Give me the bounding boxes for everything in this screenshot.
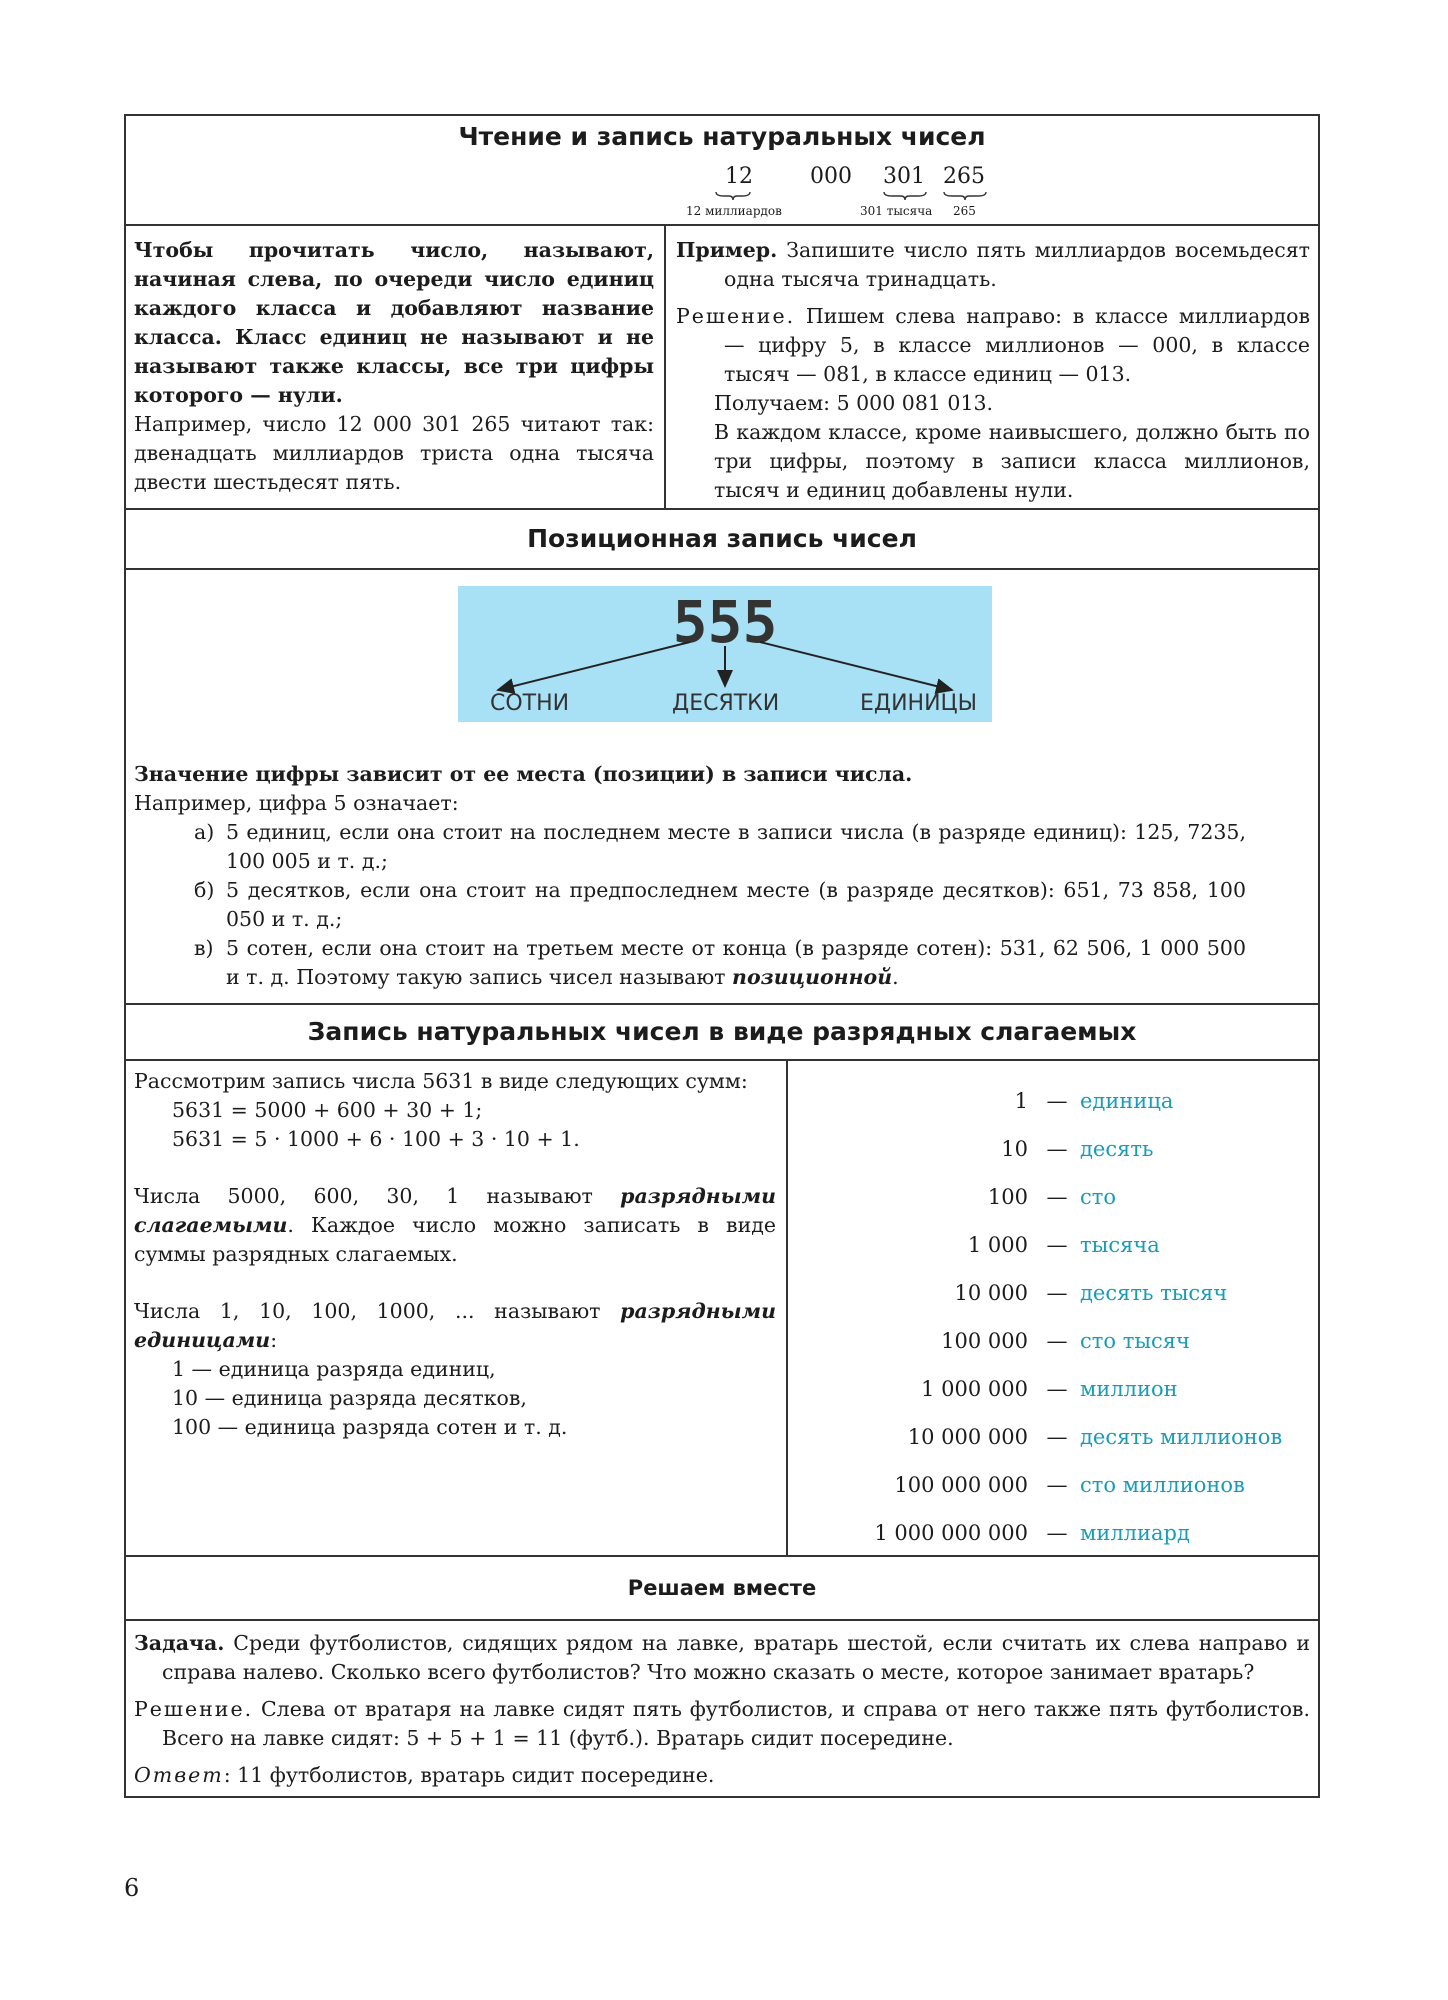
- unit-name: десять тысяч: [1080, 1281, 1228, 1305]
- unit-dash: —: [1046, 1473, 1068, 1497]
- table-row: [788, 1221, 1318, 1269]
- brace-units: [942, 191, 988, 201]
- group-thousands: 301: [883, 164, 925, 189]
- page-number: 6: [124, 1874, 140, 1902]
- group-units: 265: [943, 164, 985, 189]
- brace-thousands: [882, 191, 928, 201]
- reading-example-col: Пример. Запишите число пять миллиардов восемьдесят одна тысяча тринадцать. Решение. Пишем слева направо: в классе миллиардов — цифру 5, в классе миллионов — 000, в классе тысяч — 081, в классе единиц — 013. Получаем: 5 000 081 013. В каждом классе, кроме наивысшего, должно быть по три цифры, поэтому в записи класса миллионов, тысяч и единиц добавлены нули.: [676, 238, 1310, 502]
- unit-number: 1 000: [967, 1233, 1028, 1257]
- section-reading: [126, 116, 1318, 224]
- unit-name: сто тысяч: [1080, 1329, 1190, 1353]
- section-title: Запись натуральных чисел в виде разрядных слагаемых: [307, 1017, 1137, 1046]
- digit-units-table: [788, 1061, 1318, 1555]
- digit-terms-text: Рассмотрим запись числа 5631 в виде следующих сумм: 5631 = 5000 + 600 + 30 + 1; 5631 = 5 · 1000 + 6 · 100 + 3 · 10 + 1. Числа 5000, 600, 30, 1 называют разрядными слагаемыми. Каждое число можно записать в виде суммы разрядных слагаемых. Числа 1, 10, 100, 1000, ... называют разрядными единицами: 1 — единица разряда единиц, 10 — единица разряда десятков, 100 — единица разряда сотен и т. д.: [126, 1061, 788, 1555]
- positional-text: Значение цифры зависит от ее места (позиции) в записи числа. Например, цифра 5 означает: а) 5 единиц, если она стоит на последнем месте в записи числа (в разряде единиц): 125, 7235, 100 005 и т. д.; б) 5 десятков, если она стоит на предпоследнем месте (в разряде десятков): 651, 73 858, 100 050 и т. д.; в) 5 сотен, если она стоит на третьем месте от конца (в разряде сотен): 531, 62 506, 1 000 500 и т. д. Поэтому такую запись чисел называют позиционной.: [134, 760, 1284, 992]
- unit-dash: —: [1046, 1329, 1068, 1353]
- reading-rule-col: Чтобы прочитать число, называют, начиная слева, по очереди число единиц каждого класса и добавляют название класса. Класс единиц не называют и не называют также классы, все три цифры которого — нули. Например, число 12 000 301 265 читают так: двенадцать миллиардов триста одна тысяча двести шестьдесят пять.: [126, 226, 666, 508]
- unit-number: 10: [1001, 1137, 1028, 1161]
- label-ones: ЕДИНИЦЫ: [860, 691, 978, 716]
- reading-columns: [126, 226, 1318, 508]
- content-frame: [124, 114, 1320, 1798]
- unit-number: 100 000 000: [894, 1473, 1028, 1497]
- section-title: Чтение и запись натуральных чисел: [458, 122, 986, 151]
- table-row: [788, 1509, 1318, 1557]
- table-row: [788, 1125, 1318, 1173]
- unit-dash: —: [1046, 1185, 1068, 1209]
- unit-dash: —: [1046, 1425, 1068, 1449]
- list-item: в) 5 сотен, если она стоит на третьем месте от конца (в разряде сотен): 531, 62 506, 1 000 500 и т. д. Поэтому такую запись чисел называют позиционной.: [194, 936, 1246, 989]
- unit-number: 1: [1014, 1089, 1028, 1113]
- unit-number: 1 000 000: [921, 1377, 1028, 1401]
- label-units: 265: [953, 204, 976, 218]
- table-row: [788, 1317, 1318, 1365]
- unit-name: десять: [1080, 1137, 1154, 1161]
- section-positional: [126, 570, 1318, 1003]
- unit-dash: —: [1046, 1281, 1068, 1305]
- table-row: [788, 1365, 1318, 1413]
- table-row: [788, 1173, 1318, 1221]
- unit-name: миллиард: [1080, 1521, 1190, 1545]
- unit-number: 10 000: [954, 1281, 1028, 1305]
- table-row: [788, 1461, 1318, 1509]
- unit-name: сто: [1080, 1185, 1117, 1209]
- label-thousands: 301 тысяча: [860, 204, 933, 218]
- unit-dash: —: [1046, 1089, 1068, 1113]
- list-item: а) 5 единиц, если она стоит на последнем месте в записи числа (в разряде единиц): 125, 7235, 100 005 и т. д.;: [194, 820, 1246, 873]
- unit-number: 10 000 000: [907, 1425, 1028, 1449]
- label-billions: 12 миллиардов: [686, 204, 782, 218]
- unit-dash: —: [1046, 1137, 1068, 1161]
- unit-name: сто миллионов: [1080, 1473, 1245, 1497]
- digit-terms-columns: [126, 1061, 1318, 1555]
- group-billions: 12: [725, 164, 753, 189]
- unit-dash: —: [1046, 1377, 1068, 1401]
- brace-billions: [714, 191, 752, 201]
- section-title: Решаем вместе: [627, 1576, 817, 1600]
- unit-name: десять миллионов: [1080, 1425, 1283, 1449]
- table-row: [788, 1077, 1318, 1125]
- section-title: Позиционная запись чисел: [527, 524, 917, 553]
- unit-number: 1 000 000 000: [874, 1521, 1028, 1545]
- table-row: [788, 1413, 1318, 1461]
- unit-dash: —: [1046, 1233, 1068, 1257]
- label-tens: ДЕСЯТКИ: [672, 691, 780, 716]
- class-groups: [576, 164, 1056, 220]
- label-hundreds: СОТНИ: [490, 691, 570, 716]
- unit-number: 100 000: [941, 1329, 1028, 1353]
- list-item: б) 5 десятков, если она стоит на предпоследнем месте (в разряде десятков): 651, 73 858, 100 050 и т. д.;: [194, 878, 1246, 931]
- unit-name: единица: [1080, 1089, 1174, 1113]
- unit-dash: —: [1046, 1521, 1068, 1545]
- table-row: [788, 1269, 1318, 1317]
- unit-number: 100: [987, 1185, 1028, 1209]
- unit-name: тысяча: [1080, 1233, 1160, 1257]
- diagram-555: [458, 586, 992, 722]
- diagram-number: 555: [672, 588, 778, 656]
- task-block: Задача. Среди футболистов, сидящих рядом на лавке, вратарь шестой, если считать их слева направо и справа налево. Сколько всего футболистов? Что можно сказать о месте, которое занимает вратарь? Решение. Слева от вратаря на лавке сидят пять футболистов, и справа от него также пять футболистов. Всего на лавке сидят: 5 + 5 + 1 = 11 (футб.). Вратарь сидит посередине. Ответ: 11 футболистов, вратарь сидит посередине.: [134, 1631, 1310, 1787]
- unit-name: миллион: [1080, 1377, 1178, 1401]
- group-millions: 000: [810, 164, 852, 189]
